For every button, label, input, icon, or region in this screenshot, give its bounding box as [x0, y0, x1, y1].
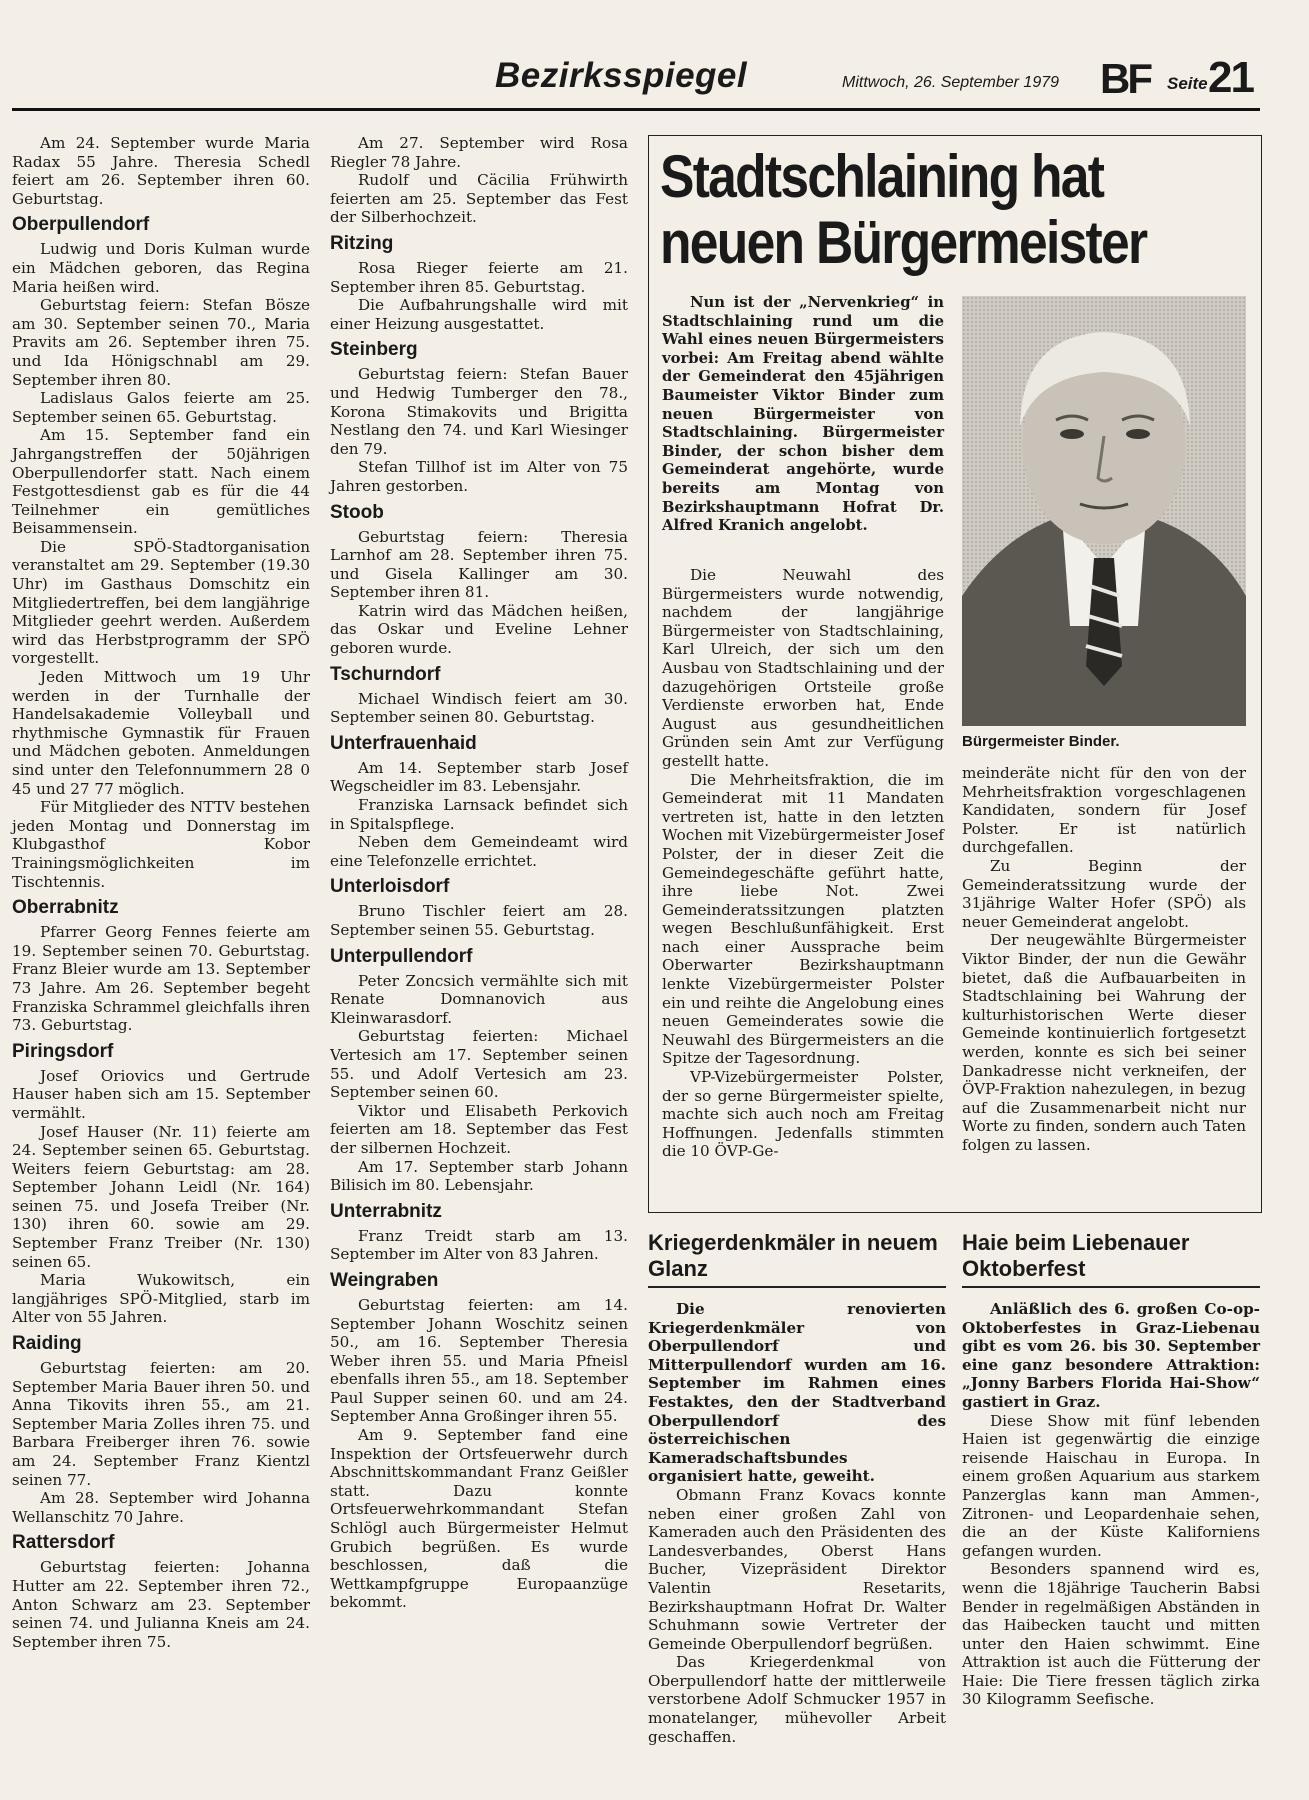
paragraph: Am 9. September fand eine Inspektion der Ortsfeuerwehr durch Abschnittskommandant Franz Geißler statt. Dazu konnte Ortsfeuerwehrkommandant Stefan Schlögl auch Bürgermeister Helmut Grubich begrüßen. Es wurde beschlossen, daß die Wettkampfgruppe Europaanzüge bekommt. — [330, 1426, 628, 1612]
section-heading: Unterloisdorf — [330, 876, 450, 898]
story-headline-haie: Haie beim Liebenauer Oktoberfest — [962, 1230, 1190, 1281]
paragraph: Besonders spannend wird es, wenn die 18jährige Taucherin Babsi Bender in regelmäßigen Abständen in das Haibecken taucht und mitten unter den Haien schwimmt. Eine Attraktion ist auch die Fütterung der Haie: Die Tiere fressen täglich zirka 30 Kilogramm Seefische. — [962, 1560, 1260, 1709]
paragraph: Am 15. September fand ein Jahrgangstreffen der 50jährigen Oberpullendorfer statt. Nach einem Festgottesdienst gab es für die 44 Teilnehmer ein gemütliches Beisammensein. — [12, 426, 310, 538]
paragraph: Die Aufbahrungshalle wird mit einer Heizung ausgestattet. — [330, 296, 628, 333]
newspaper-logo: BF — [1100, 55, 1150, 102]
paragraph: Stefan Tillhof ist im Alter von 75 Jahren gestorben. — [330, 458, 628, 495]
headline-rule — [648, 1286, 946, 1288]
paragraph: Viktor und Elisabeth Perkovich feierten am 18. September das Fest der silbernen Hochzeit. — [330, 1101, 628, 1157]
main-headline — [660, 144, 1167, 276]
paragraph: Diese Show mit fünf lebenden Haien ist gegenwärtig die einzige reisende Haischau in Europa. In einem großen Aquarium aus starkem Panzerglas kann man Ammen-, Zitronen- und Leopardenhaie sehen, die an der Küste Kaliforniens gefangen wurden. — [962, 1411, 1260, 1560]
paragraph: Geburtstag feierten: Michael Vertesich am 17. September seinen 55. und Adolf Vertesich am 23. September seinen 60. — [330, 1027, 628, 1102]
main-story-column-1 — [662, 566, 944, 1161]
story-lead: Anläßlich des 6. großen Co-op-Oktoberfestes in Graz-Liebenau gibt es vom 26. bis 30. September eine ganz besondere Attraktion: „Jonny Barbers Florida Hai-Show“ gastiert in Graz. — [962, 1300, 1260, 1411]
mayor-portrait-photo — [962, 296, 1246, 726]
paragraph: Die Neuwahl des Bürgermeisters wurde notwendig, nachdem der langjährige Bürgermeister von Stadtschlaining, Karl Ulreich, der sich um den Ausbau von Stadtschlaining und der dazugehörigen Ortsteile große Verdienste erworben hat, Ende August aus gesundheitlichen Gründen sein Amt zur Verfügung gestellt hatte. — [662, 566, 944, 770]
newspaper-section-title: Bezirksspiegel — [495, 56, 748, 95]
paragraph: Zu Beginn der Gemeinderatssitzung wurde der 31jährige Walter Hofer (SPÖ) als neuer Gemeinderat angelobt. — [962, 856, 1246, 931]
paragraph: Am 17. September starb Johann Bilisich im 80. Lebensjahr. — [330, 1157, 628, 1195]
paragraph: Obmann Franz Kovacs konnte neben einer großen Zahl von Kameraden auch den Präsidenten des Landesverbandes, Oberst Hans Bucher, Vizepräsident Direktor Valentin Resetarits, Bezirkshauptmann Hofrat Dr. Walter Schuhmann sowie Vertreter der Gemeinde Oberpullendorf begrüßen. — [648, 1485, 946, 1653]
section-heading: Raiding — [12, 1333, 82, 1355]
paragraph: Peter Zoncsich vermählte sich mit Renate Domnanovich aus Kleinwarasdorf. — [330, 971, 628, 1027]
paragraph: Franz Treidt starb am 13. September im Alter von 83 Jahren. — [330, 1226, 628, 1264]
story-lead: Die renovierten Kriegerdenkmäler von Oberpullendorf und Mitterpullendorf wurden am 16. September im Rahmen eines Festaktes, den der Stadtverband Oberpullendorf des österreichischen Kameradschaftsbundes organisiert hatte, geweiht. — [648, 1300, 946, 1486]
paragraph: Das Kriegerdenkmal von Oberpullendorf hatte der mittlerweile verstorbene Adolf Schmucker 1957 in monatelanger, mühevoller Arbeit geschaffen. — [648, 1653, 946, 1746]
header-rule — [12, 108, 1260, 111]
paragraph: Am 14. September starb Josef Wegscheidler im 83. Lebensjahr. — [330, 758, 628, 796]
paragraph: Geburtstag feierten: am 20. September Maria Bauer ihren 50. und Anna Tikovits ihren 55., am 21. September Maria Zolles ihren 75. und Barbara Freiberger ihren 76. sowie am 24. September Franz Kientzl seinen 77. — [12, 1359, 310, 1489]
paragraph: Josef Oriovics und Gertrude Hauser haben sich am 15. September vermählt. — [12, 1066, 310, 1122]
paragraph: Geburtstag feiern: Stefan Bauer und Hedwig Tumberger den 78., Korona Stimakovits und Brigitta Nestlang den 74. und Karl Wiesinger den 79. — [330, 365, 628, 458]
section-heading: Unterrabnitz — [330, 1200, 442, 1222]
issue-date: Mittwoch, 26. September 1979 — [842, 74, 1060, 91]
paragraph: Geburtstag feierten: am 14. September Johann Woschitz seinen 50., am 16. September Theresia Weber ihren 55. und Maria Pfneisl ebenfalls ihren 55., am 18. September Paul Supper seinen 60. und am 24. September Anna Großinger ihren 55. — [330, 1295, 628, 1426]
main-story-lead: Nun ist der „Nervenkrieg“ in Stadtschlaining rund um die Wahl eines neuen Bürgermeisters vorbei: Am Freitag abend wählte der Gemeinderat den 45jährigen Baumeister Viktor Binder zum neuen Bürgermeister von Stadtschlaining. Bürgermeister Binder, der schon bisher dem Gemeinderat angehörte, wurde bereits am Montag von Bezirkshauptmann Hofrat Dr. Alfred Kranich angelobt. — [662, 294, 944, 535]
paragraph: meinderäte nicht für den von der Mehrheitsfraktion vorgeschlagenen Kandidaten, sondern für Josef Polster. Er ist natürlich durchgefallen. — [962, 764, 1246, 857]
paragraph: Jeden Mittwoch um 19 Uhr werden in der Turnhalle der Handelsakademie Volleyball und rhythmische Gymnastik für Frauen und Mädchen geboten. Anmeldungen sind unter den Telefonnummern 28 0 45 und 27 77 möglich. — [12, 668, 310, 798]
paragraph: Bruno Tischler feiert am 28. September seinen 55. Geburtstag. — [330, 902, 628, 939]
section-heading: Oberrabnitz — [12, 897, 119, 919]
section-heading: Oberpullendorf — [12, 214, 150, 236]
section-heading: Weingraben — [330, 1269, 439, 1291]
column-local-news-2 — [330, 134, 628, 1612]
paragraph: Am 28. September wird Johanna Wellanschitz 70 Jahre. — [12, 1489, 310, 1526]
paragraph: Neben dem Gemeindeamt wird eine Telefonzelle errichtet. — [330, 833, 628, 870]
section-heading: Rattersdorf — [12, 1532, 115, 1554]
paragraph: Ludwig und Doris Kulman wurde ein Mädchen geboren, das Regina Maria heißen wird. — [12, 240, 310, 296]
paragraph: Rosa Rieger feierte am 21. September ihren 85. Geburtstag. — [330, 258, 628, 296]
paragraph: Josef Hauser (Nr. 11) feierte am 24. September seinen 65. Geburtstag. Weiters feiern Geburtstag: am 28. September Johann Leidl (Nr. 164) seinen 75. und Josefa Treiber (Nr. 130) ihren 60. sowie am 29. September Franz Treiber (Nr. 130) seinen 65. — [12, 1122, 310, 1271]
page-label: Seite — [1167, 74, 1208, 93]
paragraph: Am 27. September wird Rosa Riegler 78 Jahre. — [330, 134, 628, 171]
paragraph: Geburtstag feiern: Theresia Larnhof am 28. September ihren 75. und Gisela Kallinger am 30. September ihren 81. — [330, 527, 628, 602]
paragraph: Geburtstag feierten: Johanna Hutter am 22. September ihren 72., Anton Schwarz am 23. September seinen 74. und Julianna Kneis am 24. September ihren 75. — [12, 1558, 310, 1651]
paragraph: Für Mitglieder des NTTV bestehen jeden Montag und Donnerstag im Klubgasthof Kobor Trainingsmöglichkeiten im Tischtennis. — [12, 798, 310, 891]
paragraph: Der neugewählte Bürgermeister Viktor Binder, der nun die Gewähr bietet, daß die Aufbauarbeiten in Stadtschlaining bei Wahrung der kulturhistorischen Werte dieser Gemeinde kontinuierlich fortgesetzt werden, konnte es sich bei seiner Dankadresse nicht verkneifen, der ÖVP-Fraktion nahezulegen, in bezug auf die Zusammenarbeit nicht nur Worte zu finden, sondern auch Taten folgen zu lassen. — [962, 931, 1246, 1154]
section-heading: Stoob — [330, 501, 384, 523]
paragraph: Pfarrer Georg Fennes feierte am 19. September seinen 70. Geburtstag. Franz Bleier wurde am 13. September 73 Jahre. Am 26. September begeht Franziska Schrammel gleichfalls ihren 73. Geburtstag. — [12, 923, 310, 1035]
paragraph: Die SPÖ-Stadtorganisation veranstaltet am 29. September (19.30 Uhr) im Gasthaus Domschitz ein Mitgliedertreffen, bei dem langjährige Mitglieder geehrt werden. Außerdem wird das Herbstprogramm der SPÖ vorgestellt. — [12, 537, 310, 668]
paragraph: Ladislaus Galos feierte am 25. September seinen 65. Geburtstag. — [12, 389, 310, 426]
page-number: 21 — [1208, 53, 1253, 102]
story-body-haie — [962, 1300, 1260, 1709]
paragraph: Katrin wird das Mädchen heißen, das Oskar und Eveline Lehner geboren wurde. — [330, 601, 628, 658]
section-heading: Steinberg — [330, 339, 418, 361]
paragraph: Die Mehrheitsfraktion, die im Gemeinderat mit 11 Mandaten vertreten ist, hatte in den letzten Wochen mit Vizebürgermeister Josef Polster, der in dieser Zeit die Gemeindegeschäfte geführt hatte, ihre liebe Not. Zwei Gemeinderatssitzungen platzten wegen Beschlußunfähigkeit. Erst nach einer Aussprache beim Oberwarter Bezirkshauptmann lenkte Vizebürgermeister Polster ein und reihte die Angelobung eines neuen Gemeinderates sowie die Neuwahl des Bürgermeisters an die Spitze der Tagesordnung. — [662, 770, 944, 1068]
headline-line: neuen Bürgermeister — [660, 209, 1147, 276]
headline-line: Stadtschlaining hat — [660, 143, 1104, 210]
section-heading: Unterpullendorf — [330, 945, 473, 967]
section-heading: Tschurndorf — [330, 663, 441, 685]
story-body-kriegerdenkmaeler — [648, 1300, 946, 1746]
column-local-news-1 — [12, 134, 310, 1651]
portrait-illustration — [962, 296, 1246, 726]
paragraph: Maria Wukowitsch, ein langjähriges SPÖ-Mitglied, starb im Alter von 55 Jahren. — [12, 1271, 310, 1327]
paragraph: Am 24. September wurde Maria Radax 55 Jahre. Theresia Schedl feiert am 26. September ihren 60. Geburtstag. — [12, 134, 310, 208]
section-heading: Unterfrauenhaid — [330, 732, 477, 754]
paragraph: Rudolf und Cäcilia Frühwirth feierten am 25. September das Fest der Silberhochzeit. — [330, 171, 628, 227]
headline-rule — [962, 1286, 1260, 1288]
paragraph: Geburtstag feiern: Stefan Bösze am 30. September seinen 70., Maria Pravits am 26. September ihren 75. und Ida Hönigschnabl am 29. September ihren 80. — [12, 296, 310, 389]
photo-caption: Bürgermeister Binder. — [962, 733, 1120, 750]
paragraph: Michael Windisch feiert am 30. September seinen 80. Geburtstag. — [330, 689, 628, 727]
section-heading: Piringsdorf — [12, 1040, 114, 1062]
section-heading: Ritzing — [330, 232, 394, 254]
story-headline-kriegerdenkmaeler: Kriegerdenkmäler in neuem Glanz — [648, 1230, 938, 1281]
paragraph: Franziska Larnsack befindet sich in Spitalspflege. — [330, 796, 628, 833]
main-story-column-2 — [962, 764, 1246, 1154]
paragraph: VP-Vizebürgermeister Polster, der so gerne Bürgermeister spielte, machte sich auch noch am Freitag Hoffnungen. Jedenfalls stimmten die 10 ÖVP-Ge- — [662, 1068, 944, 1161]
